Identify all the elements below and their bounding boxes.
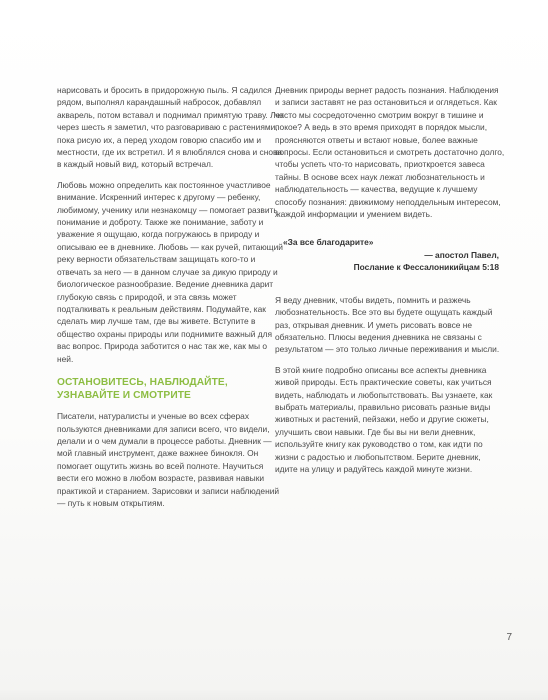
quote-source: Послание к Фессалоникийцам 5:18 [353, 262, 499, 273]
section-heading: ОСТАНОВИТЕСЬ, НАБЛЮДАЙТЕ, УЗНАВАЙТЕ И СМОТРИТЕ [57, 376, 228, 401]
epigraph-quote [275, 236, 505, 273]
right-paragraph-2: Я веду дневник, чтобы видеть, помнить и разжечь любознательность. Все это вы будете ощущать каждый раз, открывая дневник. И уметь рисовать вовсе не обязательно. Плюсы ведения дневника не связаны с результатом — это только личные переживания и мысли. [275, 294, 500, 355]
quote-text: «За все благодарите» [283, 237, 374, 248]
left-column [57, 84, 285, 517]
right-column [275, 84, 505, 483]
page-number: 7 [506, 632, 512, 643]
quote-author: — апостол Павел, [424, 249, 499, 260]
right-paragraph-3: В этой книге подробно описаны все аспекты дневника живой природы. Есть практические советы, как учиться видеть, наблюдать и любопытствовать. Вы узнаете, как выбрать материалы, правильно рисовать разные виды животных и растений, пейзажи, небо и другие сюжеты, улучшить свои навыки. Где бы вы ни вели дневник, используйте книгу как руководство о том, как идти по жизни с радостью и любопытством. Берите дневник, идите на улицу и радуйтесь каждой минуте жизни. [275, 364, 493, 474]
left-paragraph-3: Писатели, натуралисты и ученые во всех сферах пользуются дневниками для записи всего, что видели, делали и о чем думали в процессе работы. Дневник — мой главный инструмент, даже важнее бинокля. Он помогает ощутить жизнь во всей полноте. Научиться вести его можно в любом возрасте, развивая навыки практикой и старанием. Зарисовки и записи наблюдений — путь к новым открытиям. [57, 411, 280, 508]
left-paragraph-2: Любовь можно определить как постоянное участливое внимание. Искренний интерес к другому — ребенку, любимому, ученику или незнакомцу — помогает развить понимание и доброту. Также же понимание, заботу и уважение я ощущаю, когда погружаюсь в природу и описываю ее в дневнике. Любовь — как ручей, питающий реку верности обязательствам защищать кого-то и отвечать за него — в данном случае за дикую природу и биологическое разнообразие. Ведение дневника дарит глубокую связь с природой, и эта связь может подталкивать к реальным действиям. Подумайте, как сделать мир лучше там, где вы живете. Вступите в общество охраны природы или поднимите важный для вас вопрос. Природа заботится о нас так же, как мы о ней. [57, 179, 283, 364]
page-bottom-shadow [0, 688, 548, 700]
left-paragraph-1: нарисовать и бросить в придорожную пыль. Я садился рядом, выполнял карандашный набросок, добавлял акварель, потом вставал и поднимал примятую траву. Лет через шесть я заметил, что разговариваю с растениями, пока рисую их, а перед уходом говорю спасибо им и местности, где их встретил. И я влюблялся снова и снова в каждый новый вид, который встречал. [57, 85, 284, 170]
right-paragraph-1: Дневник природы вернет радость познания. Наблюдения и записи заставят не раз остановиться и оглядеться. Как часто мы сосредоточенно смотрим вокруг в тишине и покое? А ведь в это время приходят в порядок мысли, проясняются ответы и встают новые, более важные вопросы. Если остановиться и смотреть достаточно долго, чтобы успеть что-то нарисовать, приоткроется завеса тайны. В основе всех наук лежат любознательность и наблюдательность — качества, ведущие к лучшему способу познания: движимому неподдельным интересом, жаждой информации и умением видеть. [275, 85, 505, 220]
